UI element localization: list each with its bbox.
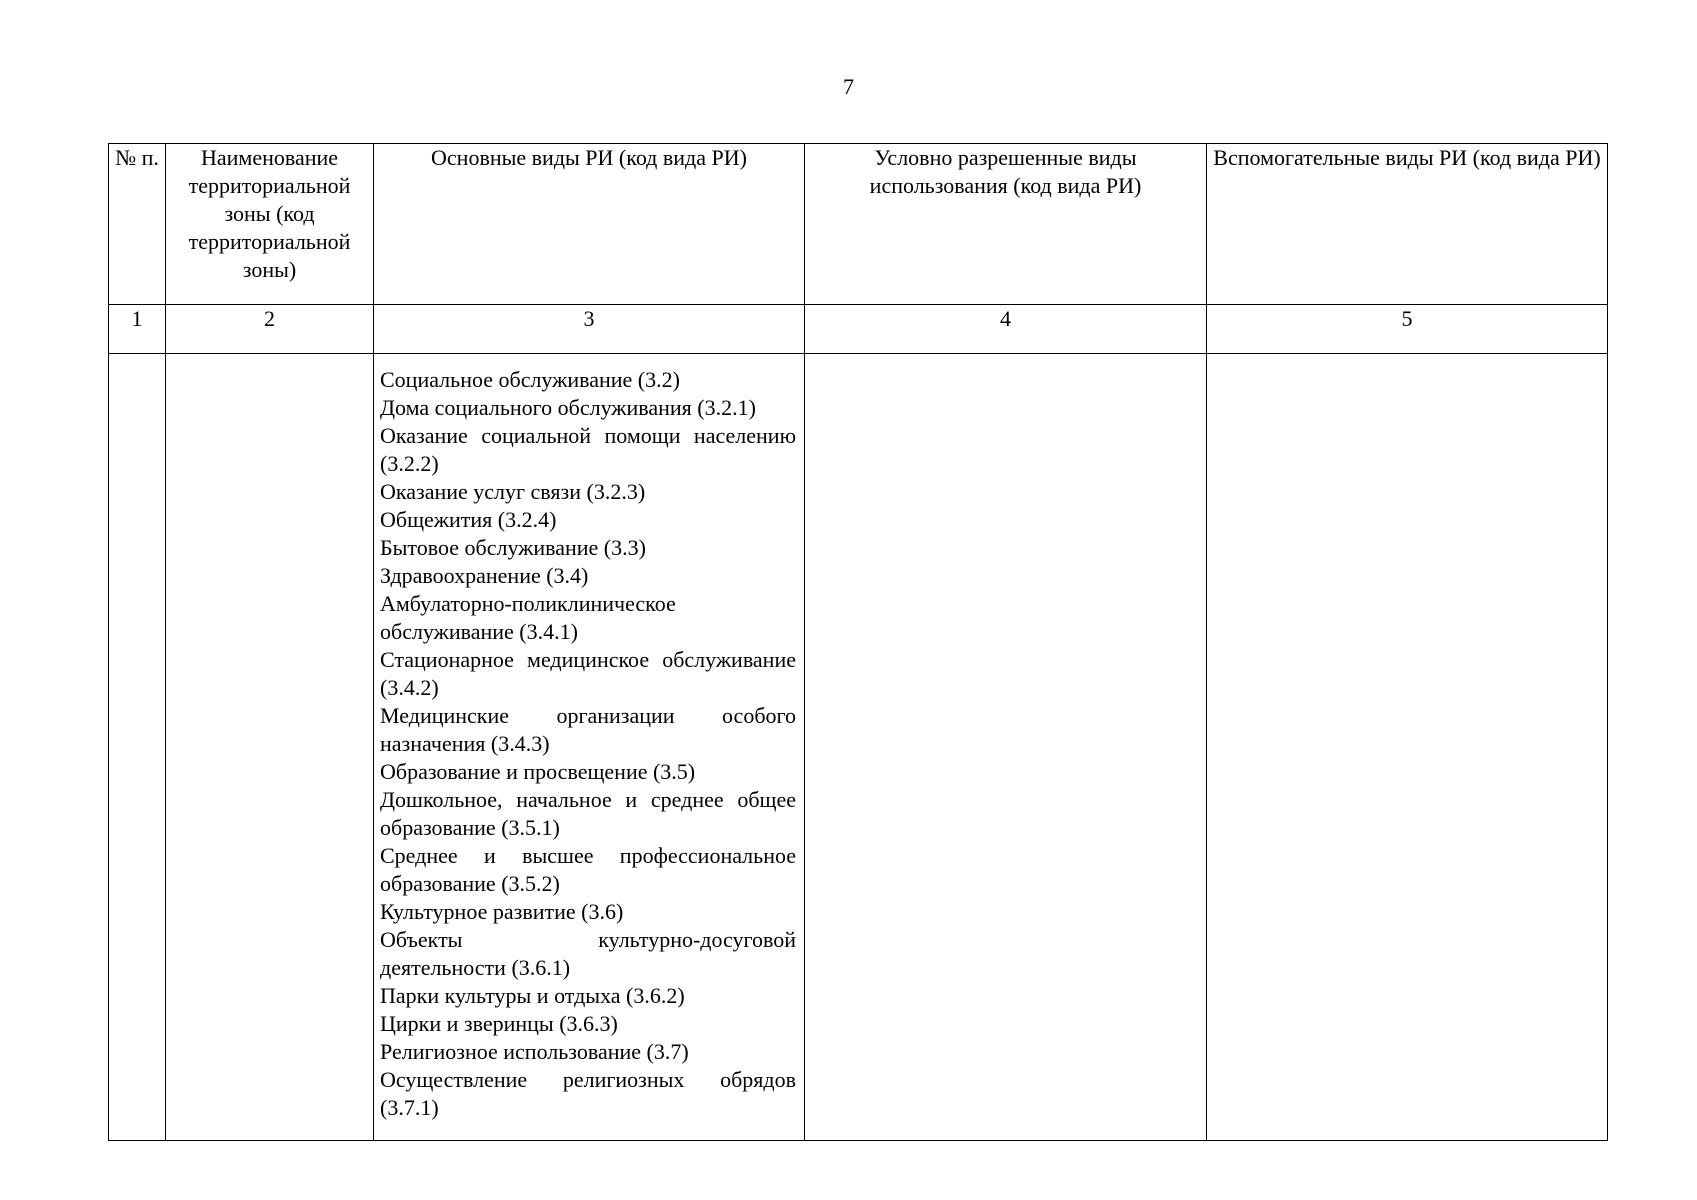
auxiliary-uses-cell <box>1207 354 1608 1141</box>
list-item: Осуществление религиозных обрядов (3.7.1) <box>380 1067 796 1120</box>
column-number: 1 <box>109 305 166 354</box>
list-item: Объекты культурно-досуговой деятельности (3.6.1) <box>380 927 796 980</box>
list-item: Оказание социальной помощи населению (3.2.2) <box>380 423 796 476</box>
list-item: Культурное развитие (3.6) <box>380 899 624 924</box>
list-item: Амбулаторно-поликлиническое обслуживание (3.4.1) <box>380 591 676 644</box>
column-number: 4 <box>805 305 1207 354</box>
column-number: 5 <box>1207 305 1608 354</box>
list-item: Общежития (3.2.4) <box>380 507 557 532</box>
list-item: Образование и просвещение (3.5) <box>380 759 696 784</box>
header-number: № п. <box>109 144 166 305</box>
header-main-uses: Основные виды РИ (код вида РИ) <box>374 144 805 305</box>
list-item: Дошкольное, начальное и среднее общее образование (3.5.1) <box>380 787 796 840</box>
header-conditional-uses: Условно разрешенные виды использования (код вида РИ) <box>805 144 1207 305</box>
list-item: Среднее и высшее профессиональное образование (3.5.2) <box>380 843 796 896</box>
column-number: 3 <box>374 305 805 354</box>
main-uses-list <box>380 366 796 1122</box>
list-item: Цирки и зверинцы (3.6.3) <box>380 1011 618 1036</box>
table-row <box>109 354 1608 1141</box>
list-item: Социальное обслуживание (3.2) <box>380 367 680 392</box>
header-auxiliary-uses: Вспомогательные виды РИ (код вида РИ) <box>1207 144 1608 305</box>
conditional-uses-cell <box>805 354 1207 1141</box>
header-zone-name: Наименование территориальной зоны (код территориальной зоны) <box>166 144 374 305</box>
zoning-table <box>108 143 1608 1141</box>
list-item: Парки культуры и отдыха (3.6.2) <box>380 983 685 1008</box>
list-item: Религиозное использование (3.7) <box>380 1039 689 1064</box>
list-item: Оказание услуг связи (3.2.3) <box>380 479 646 504</box>
list-item: Дома социального обслуживания (3.2.1) <box>380 395 756 420</box>
table-header-row <box>109 144 1608 305</box>
list-item: Стационарное медицинское обслуживание (3.4.2) <box>380 647 796 700</box>
list-item: Бытовое обслуживание (3.3) <box>380 535 646 560</box>
column-number: 2 <box>166 305 374 354</box>
list-item: Здравоохранение (3.4) <box>380 563 589 588</box>
zone-name-cell <box>166 354 374 1141</box>
row-number-cell <box>109 354 166 1141</box>
list-item: Медицинские организации особого назначения (3.4.3) <box>380 703 796 756</box>
column-number-row <box>109 305 1608 354</box>
page-number: 7 <box>843 74 854 99</box>
main-uses-cell <box>374 354 805 1141</box>
